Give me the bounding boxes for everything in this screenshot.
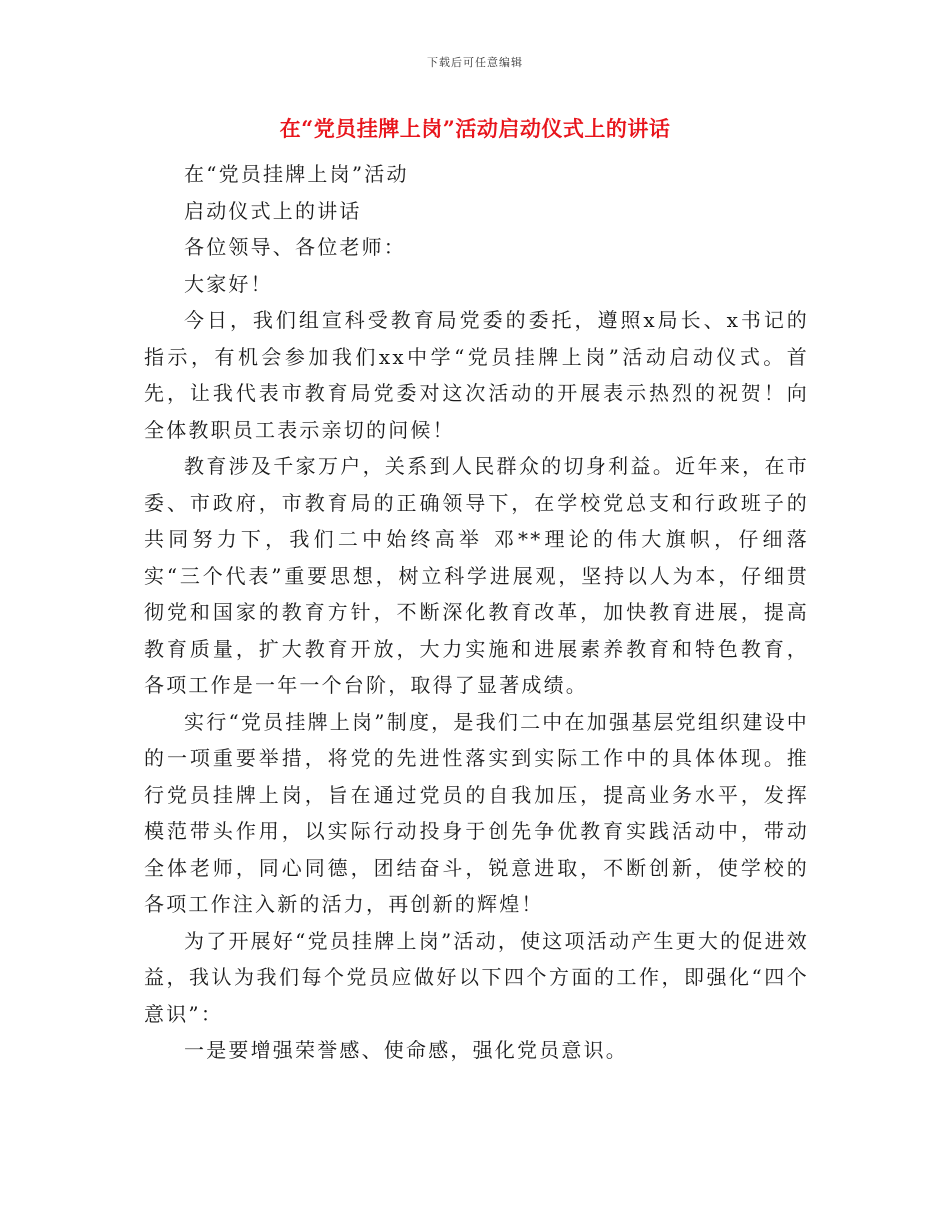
- paragraph: 实行“党员挂牌上岗”制度，是我们二中在加强基层党组织建设中的一项重要举措，将党的先进性落实到实际工作中的具体体现。推行党员挂牌上岗，旨在通过党员的自我加压，提高业务水平，发挥模范带头作用，以实际行动投身于创先争优教育实践活动中，带动全体老师，同心同德，团结奋斗，锐意进取，不断创新，使学校的各项工作注入新的活力，再创新的辉煌！: [144, 709, 809, 916]
- paragraph: 为了开展好“党员挂牌上岗”活动，使这项活动产生更大的促进效益，我认为我们每个党员应做好以下四个方面的工作，即强化“四个意识”：: [144, 928, 809, 1026]
- paragraph: 一是要增强荣誉感、使命感，强化党员意识。: [184, 1038, 628, 1062]
- paragraph: 各位领导、各位老师：: [184, 235, 406, 259]
- header-note: 下载后可任意编辑: [427, 56, 523, 69]
- paragraph: 启动仪式上的讲话: [184, 198, 362, 223]
- paragraph: 教育涉及千家万户，关系到人民群众的切身利益。近年来，在市委、市政府，市教育局的正确领导下，在学校党总支和行政班子的共同努力下，我们二中始终高举 邓**理论的伟大旗帜，仔细落实“三个代表”重要思想，树立科学进展观，坚持以人为本，仔细贯彻党和国家的教育方针，不断深化教育改革，加快教育进展，提高教育质量，扩大教育开放，大力实施和进展素养教育和特色教育，各项工作是一年一个台阶，取得了显著成绩。: [144, 454, 809, 697]
- paragraph: 大家好！: [184, 271, 273, 296]
- paragraph: 今日，我们组宣科受教育局党委的委托，遵照x局长、x书记的指示，有机会参加我们xx中学“党员挂牌上岗”活动启动仪式。首先，让我代表市教育局党委对这次活动的开展表示热烈的祝贺！向全体教职员工表示亲切的问候！: [144, 308, 809, 442]
- document-title: 在“党员挂牌上岗”活动启动仪式上的讲话: [279, 116, 671, 141]
- paragraph: 在“党员挂牌上岗”活动: [184, 162, 409, 186]
- document-body: [144, 156, 809, 1069]
